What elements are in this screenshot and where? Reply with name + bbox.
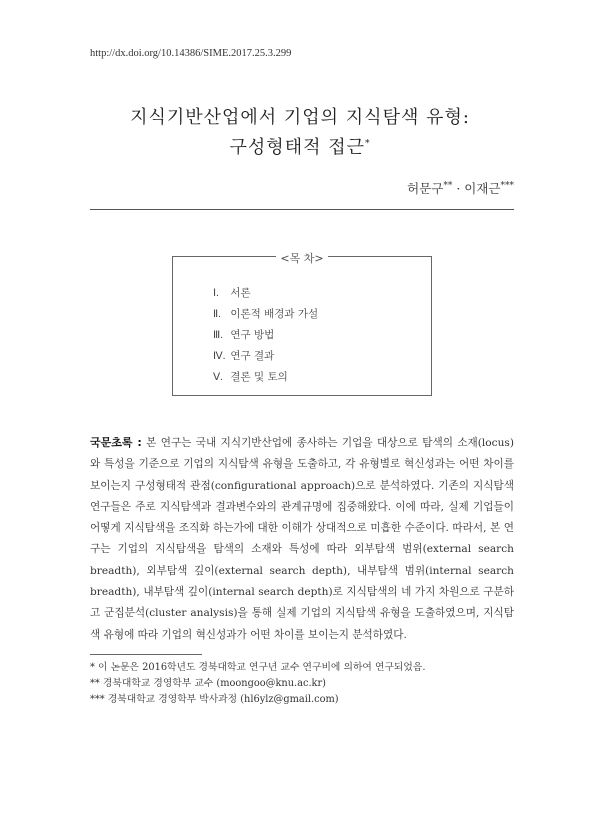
title-footnote-mark: * bbox=[364, 139, 371, 149]
toc-item-number: Ⅲ. bbox=[213, 330, 223, 341]
footnote-divider bbox=[90, 654, 202, 655]
toc-list bbox=[213, 285, 318, 390]
table-of-contents bbox=[172, 252, 432, 396]
author-2-name: 이재근 bbox=[464, 181, 501, 196]
toc-item-number: Ⅳ. bbox=[213, 351, 226, 362]
footnote-author-1 bbox=[90, 675, 326, 689]
author-1-name: 허문구 bbox=[407, 181, 444, 196]
header-divider bbox=[90, 209, 514, 210]
toc-item bbox=[213, 285, 318, 306]
footnote-mark: ** bbox=[90, 678, 100, 689]
toc-heading bbox=[173, 250, 431, 266]
paper-title-line1: 지식기반산업에서 기업의 지식탐색 유형: bbox=[130, 107, 470, 128]
toc-item bbox=[213, 327, 318, 348]
footnote-author-2 bbox=[90, 691, 339, 705]
toc-item-label: 연구 방법 bbox=[230, 329, 275, 341]
toc-item-label: 이론적 배경과 가설 bbox=[230, 308, 319, 320]
toc-item-number: Ⅴ. bbox=[213, 372, 223, 383]
toc-item bbox=[213, 369, 318, 390]
abstract-text: 본 연구는 국내 지식기반산업에 종사하는 기업을 대상으로 탐색의 소재(locus)와 특성을 기준으로 기업의 지식탐색 유형을 도출하고, 각 유형별로 혁신성과는 어떤 차이를 보이는지 구성형태적 관점(configurational approach)으로 분석하였다. 기존의 지식탐색 연구들은 주로 지식탐색과 결과변수와의 관계규명에 집중해왔다. 이에 따라, 실제 기업들이 어떻게 지식탐색을 조직화 하는가에 대한 이해가 상대적으로 미흡한 수준이다. 따라서, 본 연구는 기업의 지식탐색을 탐색의 소재와 특성에 따라 외부탐색 범위(external search breadth), 외부탐색 깊이(external search depth), 내부탐색 범위(internal search breadth), 내부탐색 깊이(internal search depth)로 지식탐색의 네 가지 차원으로 구분하고 군집분석(cluster analysis)을 통해 실제 기업의 지식탐색 유형을 도출하였으며, 지식탐색 유형에 따라 기업의 혁신성과가 어떤 차이를 보이는지 분석하였다. bbox=[90, 437, 515, 641]
toc-item-label: 결론 및 토의 bbox=[230, 371, 288, 383]
korean-abstract bbox=[90, 432, 514, 646]
toc-item-number: Ⅱ. bbox=[213, 309, 221, 320]
author-separator: · bbox=[452, 181, 465, 196]
abstract-label: 국문초록 : bbox=[90, 436, 142, 449]
author-1-mark: ** bbox=[443, 180, 453, 191]
paper-title-line2-text: 구성형태적 접근 bbox=[229, 137, 365, 158]
toc-item-number: Ⅰ. bbox=[213, 288, 219, 299]
toc-item-label: 연구 결과 bbox=[230, 350, 275, 362]
toc-item-label: 서론 bbox=[230, 287, 251, 299]
footnote-mark: * bbox=[90, 662, 95, 673]
footnote-text: 경북대학교 경영학부 박사과정 (hl6ylz@gmail.com) bbox=[107, 694, 339, 705]
paper-title-line2 bbox=[60, 133, 540, 163]
footnote-text: 경북대학교 경영학부 교수 (moongoo@knu.ac.kr) bbox=[102, 678, 327, 689]
footnote-mark: *** bbox=[90, 694, 105, 705]
toc-item bbox=[213, 348, 318, 369]
footnote-funding bbox=[90, 659, 425, 673]
toc-heading-text: <목 차> bbox=[276, 252, 327, 265]
footnote-text: 이 논문은 2016학년도 경북대학교 연구년 교수 연구비에 의하여 연구되었음. bbox=[98, 662, 426, 673]
author-2-mark: *** bbox=[500, 180, 514, 191]
doi-link[interactable]: http://dx.doi.org/10.14386/SIME.2017.25.3.299 bbox=[90, 48, 292, 59]
toc-item bbox=[213, 306, 318, 327]
author-line bbox=[407, 179, 514, 197]
